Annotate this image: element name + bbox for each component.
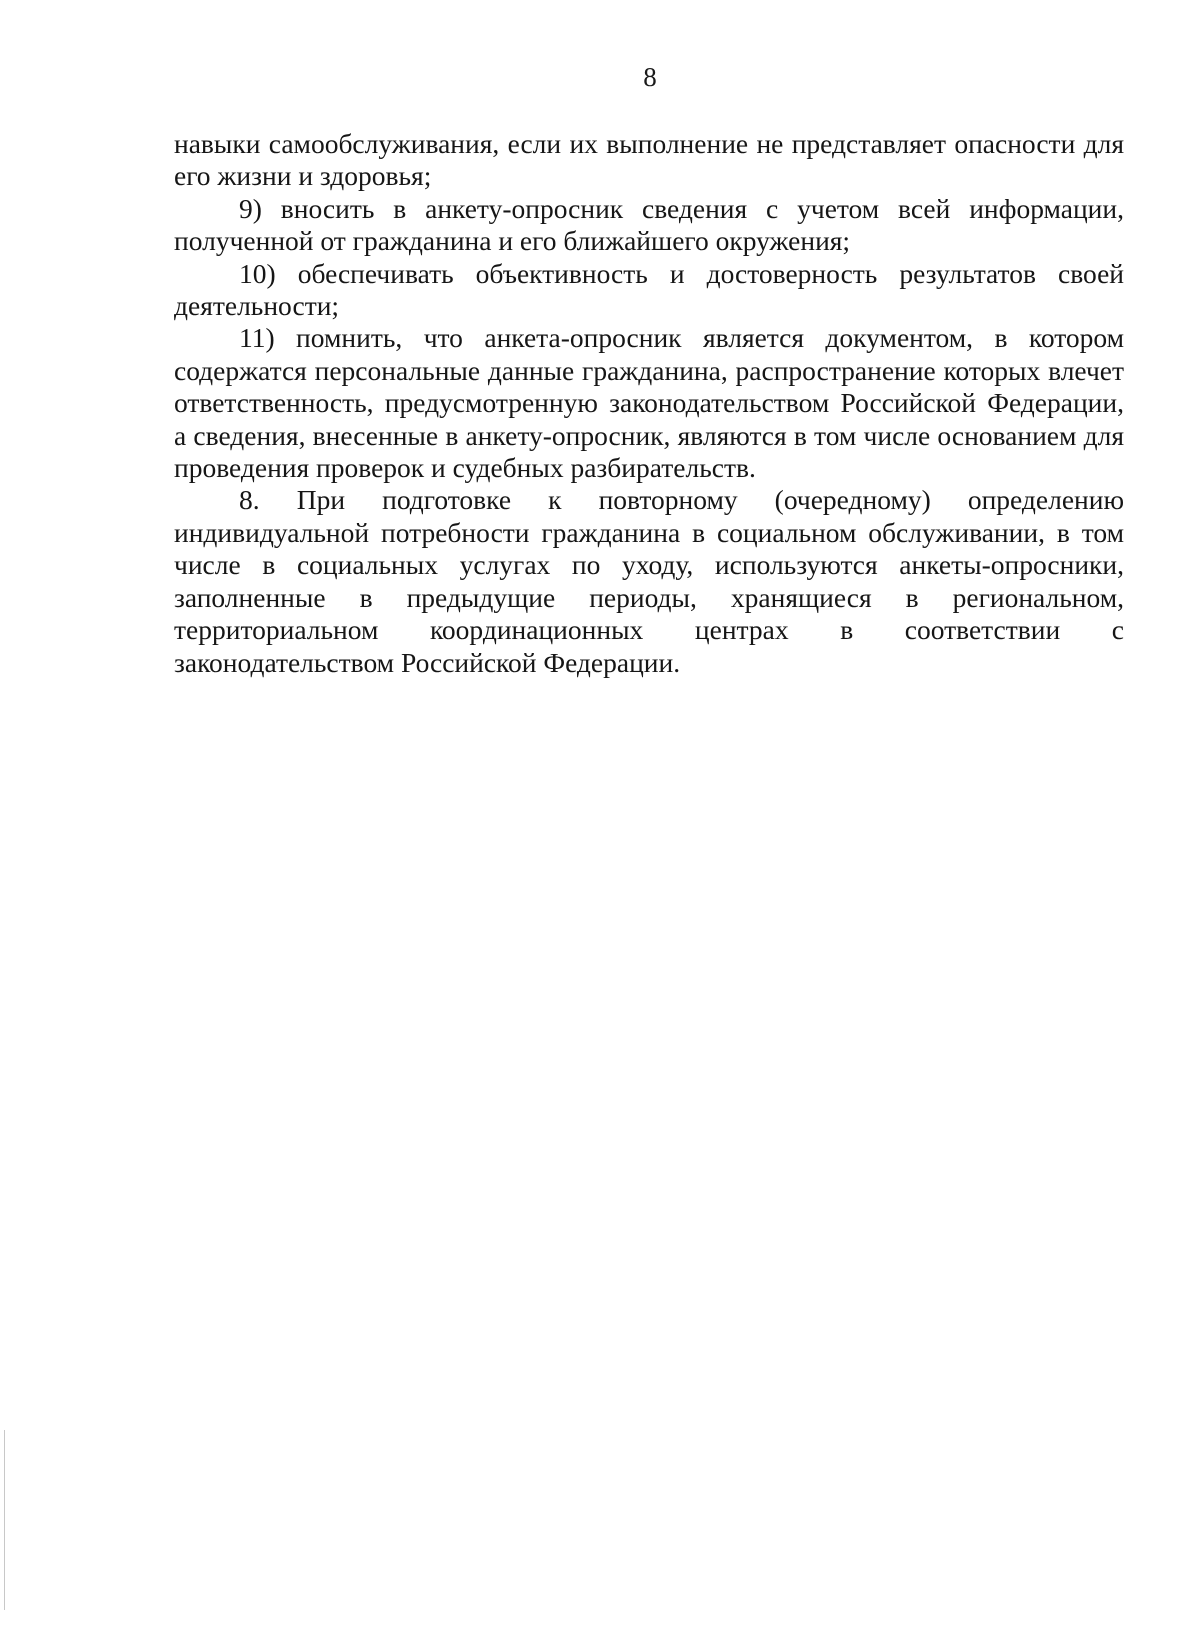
- paragraph-section-8: 8. При подготовке к повторному (очередному) определению индивидуальной потребности гражданина в социальном обслуживании, в том числе в социальных услугах по уходу, используются анкеты-опросники, заполненные в предыдущие периоды, хранящиеся в региональном, территориальном координационных центрах в соответствии с законодательством Российской Федерации.: [174, 484, 1124, 678]
- page-number: 8: [643, 62, 657, 92]
- document-body: [174, 128, 1124, 679]
- paragraph-item-11: 11) помнить, что анкета-опросник является документом, в котором содержатся персональные данные гражданина, распространение которых влечет ответственность, предусмотренную законодательством Российской Федерации, а сведения, внесенные в анкету-опросник, являются в том числе основанием для проведения проверок и судебных разбирательств.: [174, 322, 1124, 484]
- paragraph-item-10: 10) обеспечивать объективность и достоверность результатов своей деятельности;: [174, 257, 1124, 322]
- scan-artifact: [4, 1430, 5, 1610]
- paragraph-continuation: навыки самообслуживания, если их выполнение не представляет опасности для его жизни и здоровья;: [174, 128, 1124, 192]
- paragraph-item-9: 9) вносить в анкету-опросник сведения с учетом всей информации, полученной от гражданина и его ближайшего окружения;: [174, 192, 1124, 257]
